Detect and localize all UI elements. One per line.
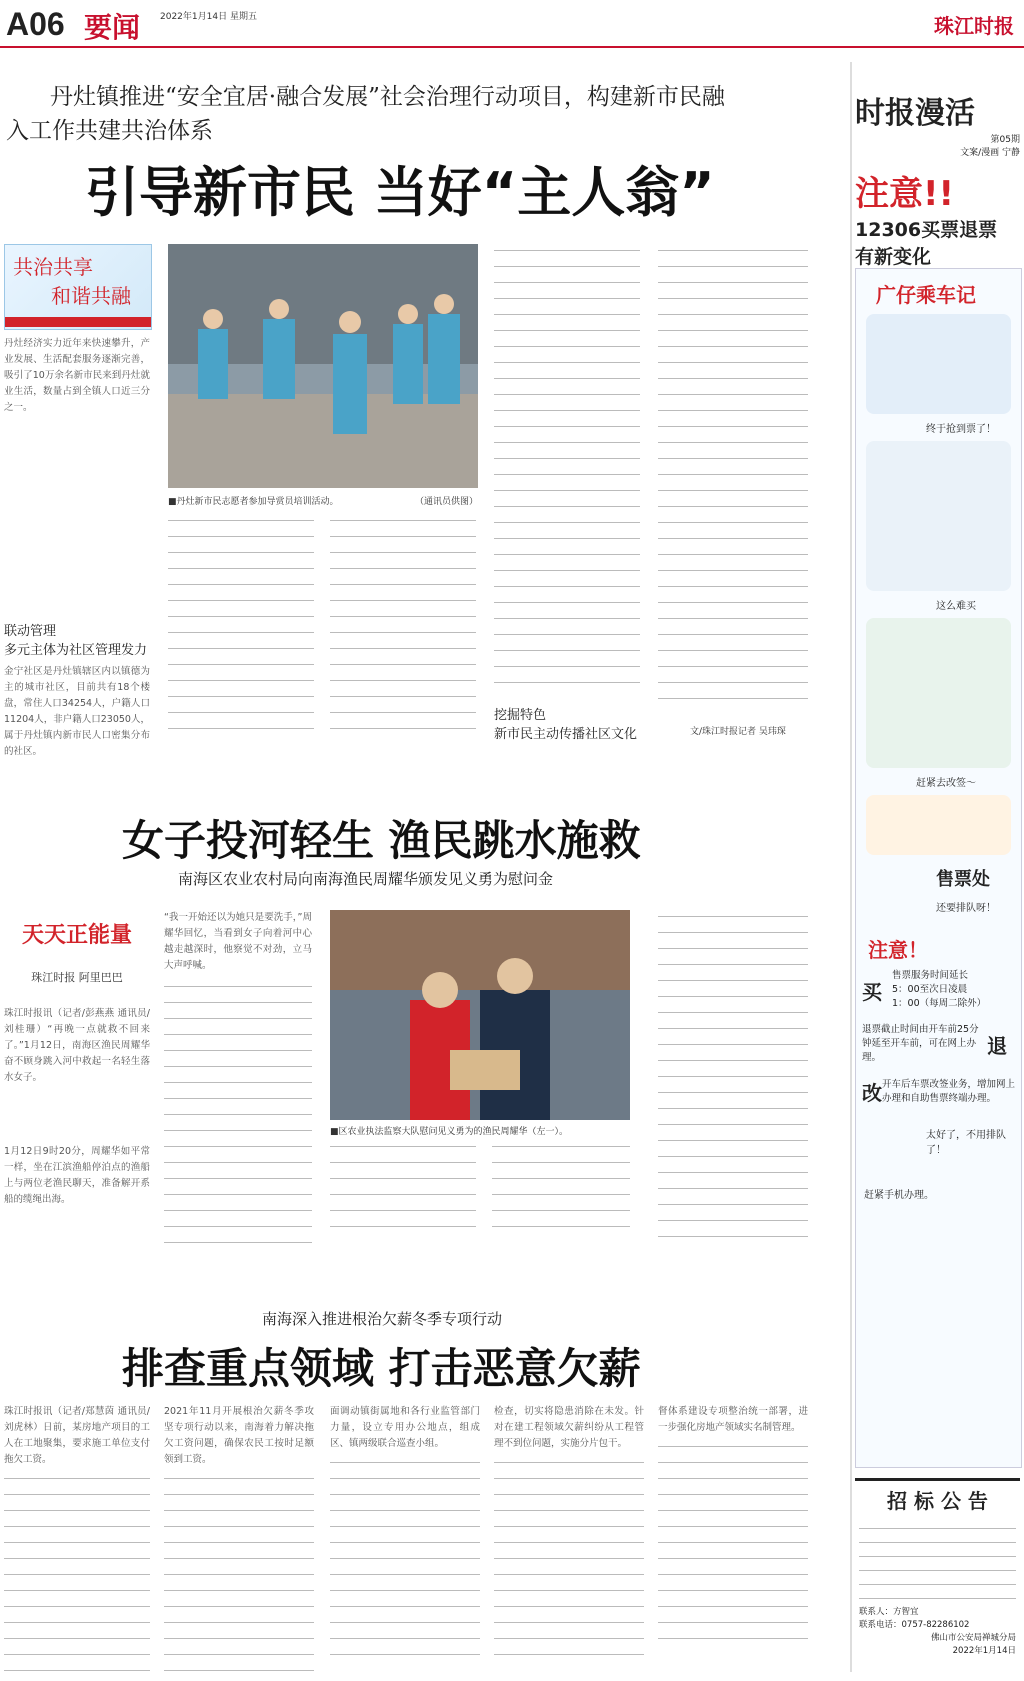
text-placeholder — [4, 1472, 150, 1674]
issue-weekday: 星期五 — [229, 12, 257, 22]
tender-org: 佛山市公安局禅城分局 — [930, 1633, 1016, 1643]
notice-title: 注意!! — [855, 174, 955, 214]
tender-phone: 联系电话：0757-82286102 — [859, 1620, 970, 1630]
text-placeholder — [330, 514, 476, 744]
text-placeholder — [492, 1140, 630, 1240]
comic-bubble6: 赶紧手机办理。 — [864, 1190, 934, 1201]
article2-col4 — [492, 1140, 630, 1250]
comic-panel-phone — [866, 441, 1011, 591]
text-placeholder — [658, 1440, 808, 1650]
article1-logo — [4, 244, 152, 330]
article3-col5 — [658, 1404, 808, 1674]
article3-headline: 排查重点领域 打击恶意欠薪 — [122, 1344, 641, 1393]
logo2-sub: 珠江时报 阿里巴巴 — [31, 971, 123, 984]
article1-kicker-line2: 入工作共建共治体系 — [6, 118, 213, 144]
fisherman-award-photo — [330, 910, 630, 1120]
comic-panel-car — [866, 618, 1011, 768]
text-placeholder — [164, 1472, 314, 1674]
text-placeholder — [494, 1456, 644, 1666]
text-placeholder — [330, 1456, 480, 1666]
article1-byline: 文/珠江时报记者 吴玮琛 — [690, 727, 786, 737]
logo-bar — [5, 317, 151, 327]
buy-text2: 5：00至次日凌晨 — [892, 984, 968, 995]
article2-photo — [330, 910, 630, 1120]
change-text: 开车后车票改签业务，增加网上办理和自助售票终端办理。 — [882, 1078, 1016, 1104]
tender-box — [855, 1478, 1020, 1677]
article1-col2 — [168, 514, 314, 760]
sidebar-issue: 第05期 — [990, 135, 1020, 145]
article1-col5 — [658, 244, 808, 714]
article3-kicker: 南海深入推进根治欠薪冬季专项行动 — [262, 1310, 503, 1328]
buy-row — [856, 963, 1021, 1011]
article1-kicker-line1: 丹灶镇推进“安全宜居·融合发展”社会治理行动项目，构建新市民融 — [50, 84, 725, 110]
header-rule — [0, 46, 1024, 48]
sidebar-header — [855, 88, 1020, 158]
section-title: 要闻 — [84, 11, 141, 44]
article3-col3 — [330, 1404, 480, 1674]
article1-subtitle-a — [4, 620, 150, 658]
article2-subhead: 南海区农业农村局向南海渔民周耀华颁发见义勇为慰问金 — [178, 870, 554, 888]
comic-bubble1: 终于抢到票了！ — [926, 424, 996, 435]
comic-bubble3: 赶紧去改签～ — [916, 778, 976, 789]
notice-sub2: 有新变化 — [855, 246, 932, 268]
article2-col1: 珠江时报讯（记者/彭燕燕 通讯员/刘桂珊）“再晚一点就救不回来了。”1月12日，南海区渔民周耀华奋不顾身跳入河中救起一名轻生落水女子。 — [4, 1008, 150, 1083]
sidebar-comic — [855, 268, 1022, 1468]
article2-col2-p: “我一开始还以为她只是要洗手，”周耀华回忆，当看到女子向着河中心越走越深时，他察觉不对劲，立马大声呼喊。 — [164, 912, 312, 971]
text-placeholder — [658, 244, 808, 704]
sidebar-credit: 文案/漫画 宁静 — [960, 148, 1020, 158]
article1-col1 — [4, 336, 150, 620]
tender-placeholder — [859, 1522, 1016, 1602]
article1-headline: 引导新市民 当好“主人翁” — [85, 161, 715, 224]
article2-logo — [4, 918, 150, 1002]
change-label: 改 — [862, 1081, 882, 1105]
ticket-office: 售票处 — [936, 869, 990, 890]
article1-kicker — [6, 80, 840, 148]
article1-col1-p1: 丹灶经济实力近年来快速攀升，产业发展、生活配套服务逐渐完善，吸引了10万余名新市民来到丹灶就业生活，数量占到全镇人口近三分之一。 — [4, 338, 150, 413]
volunteers-photo — [168, 244, 478, 488]
article2-col1b: 1月12日9时20分，周耀华如平常一样，坐在江滨渔船停泊点的渔船上与两位老渔民聊天，准备解开系船的缆绳出海。 — [4, 1146, 150, 1205]
newspaper-brand: 珠江时报 — [934, 14, 1014, 38]
buy-label: 买 — [862, 979, 882, 1004]
article2-col3 — [330, 1140, 476, 1250]
comic-bubble2: 这么难买 — [936, 601, 976, 612]
article1-photo — [168, 244, 478, 488]
buy-text3: 1：00（每周二除外） — [892, 998, 987, 1009]
page-number: A06 — [6, 6, 65, 42]
refund-row — [856, 1011, 1021, 1065]
subtitle-b-line1: 挖掘特色 — [494, 708, 547, 723]
text-placeholder — [494, 244, 640, 684]
comic-bubble5: 太好了，不用排队了！ — [926, 1130, 1006, 1156]
subtitle-a-line2: 多元主体为社区管理发力 — [4, 643, 148, 658]
logo2-title: 天天正能量 — [21, 923, 132, 948]
refund-label: 退 — [987, 1033, 1007, 1058]
logo-line2: 和谐共融 — [51, 284, 131, 308]
article3-col3-p: 面调动镇街属地和各行业监管部门力量，设立专用办公地点，组成区、镇两级联合巡查小组。 — [330, 1406, 480, 1449]
text-placeholder — [164, 980, 312, 1250]
article1-col4 — [494, 244, 640, 694]
comic-panel-train — [866, 314, 1011, 414]
logo-line1: 共治共享 — [13, 255, 93, 279]
tender-contact: 联系人：方智宜 — [859, 1607, 919, 1617]
article2-headline: 女子投河轻生 渔民跳水施救 — [122, 816, 641, 865]
buy-text — [892, 969, 986, 1011]
subtitle-a-line1: 联动管理 — [4, 624, 57, 639]
article3-col2 — [164, 1404, 314, 1674]
comic-bubble4: 还要排队呀！ — [936, 903, 996, 914]
issue-date: 2022年1月14日 — [160, 12, 228, 22]
article1-col3 — [330, 514, 476, 760]
text-placeholder — [330, 1140, 476, 1240]
article3-col1 — [4, 1404, 150, 1674]
article2-col5 — [658, 910, 808, 1250]
subtitle-b-line2: 新市民主动传播社区文化 — [494, 727, 638, 742]
tender-date: 2022年1月14日 — [952, 1646, 1016, 1656]
article1-caption-credit: （通讯员供图） — [414, 497, 478, 507]
article2-caption: ■区农业执法监察大队慰问见义勇为的渔民周耀华（左一）。 — [330, 1127, 569, 1137]
buy-text1: 售票服务时间延长 — [892, 970, 969, 981]
article3-col2-p: 2021年11月开展根治欠薪冬季攻坚专项行动以来，南海着力解决拖欠工资问题，确保农民工按时足额领到工资。 — [164, 1406, 314, 1465]
sidebar-divider — [850, 62, 852, 1672]
text-placeholder — [168, 514, 314, 744]
sidebar-notice — [855, 166, 1020, 269]
sidebar-title: 时报漫活 — [855, 96, 975, 131]
refund-text: 退票截止时间由开车前25分钟延至开车前，可在网上办理。 — [862, 1024, 979, 1063]
article3-col4-p: 检查，切实将隐患消除在未发。针对在建工程领域欠薪纠纷从工程管理不到位问题，实施分片包干。 — [494, 1406, 644, 1449]
notice-sub1: 12306买票退票 — [855, 219, 998, 241]
article1-caption — [168, 494, 478, 507]
article3-col1-p: 珠江时报讯（记者/郑慧茵 通讯员/刘虎林）日前，某房地产项目的工人在工地聚集，要求施工单位支付拖欠工资。 — [4, 1406, 150, 1465]
issue-meta — [160, 10, 257, 24]
article2-col2 — [164, 910, 312, 1250]
notice2: 注意！ — [868, 938, 928, 962]
article1-caption-text: ■丹灶新市民志愿者参加导赏员培训活动。 — [168, 497, 339, 507]
article3-col4 — [494, 1404, 644, 1674]
article1-col1-p2: 金宁社区是丹灶镇辖区内以镇德为主的城市社区，目前共有18个楼盘，常住人口34254人，户籍人口11204人，非户籍人口23050人，属于丹灶镇内新市民人口密集分布的社区。 — [4, 666, 150, 757]
comic-title: 广仔乘车记 — [876, 283, 976, 307]
text-placeholder — [658, 910, 808, 1240]
change-row — [856, 1065, 1021, 1106]
tender-title: 招 标 公 告 — [887, 1489, 988, 1513]
article1-subtitle-b — [494, 704, 640, 742]
comic-panel-run — [866, 795, 1011, 855]
article3-col5-p: 督体系建设专项整治统一部署，进一步强化房地产领域实名制管理。 — [658, 1406, 808, 1433]
